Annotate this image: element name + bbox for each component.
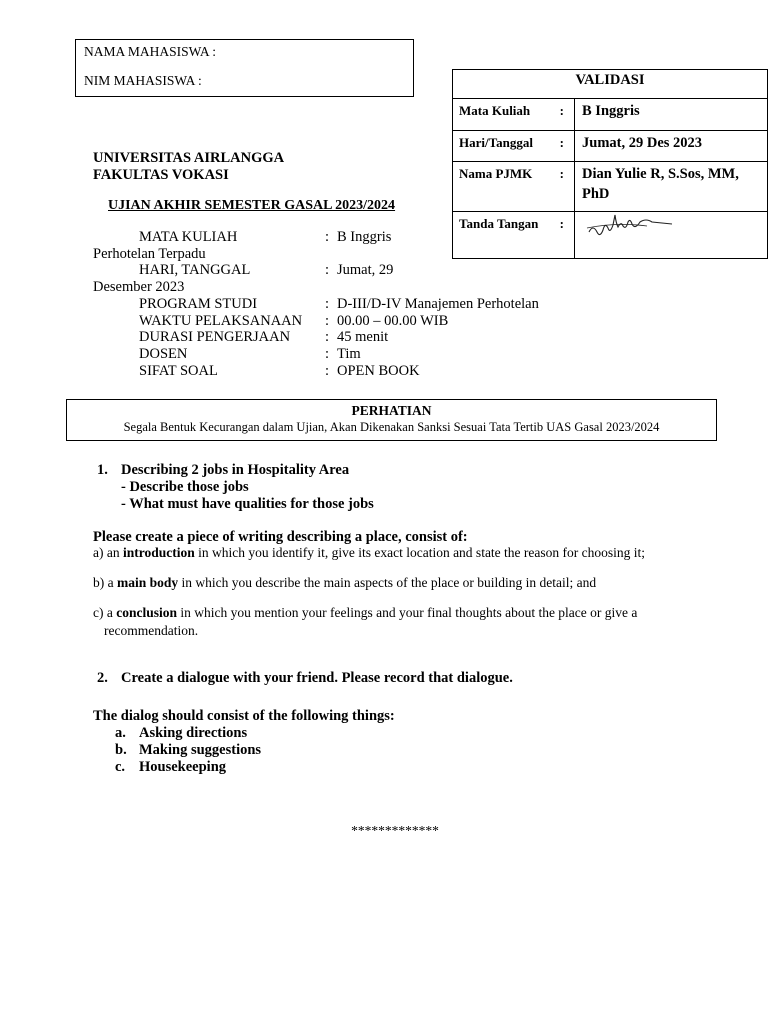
field-colon: : [325,346,330,362]
item-prefix: b) a [93,575,117,590]
item-keyword: conclusion [116,605,177,620]
question-subpoint: - Describe those jobs [121,479,249,495]
item-keyword: introduction [122,545,195,560]
student-identity-box [75,39,414,97]
validasi-label: Tanda Tangan [459,216,539,231]
question-title: Describing 2 jobs in Hospitality Area [121,462,350,478]
field-value: Tim [337,346,361,362]
validasi-label: Nama PJMK [459,166,533,181]
validasi-row [453,131,768,162]
field-colon: : [325,296,330,312]
question-instruction: Please create a piece of writing describing a place, consist of: [93,529,468,545]
notice-box [66,399,717,441]
question-title: Create a dialogue with your friend. Please record that dialogue. [121,670,513,686]
instruction-item-a [93,545,645,561]
list-item: Making suggestions [139,742,262,758]
list-marker: a. [115,725,126,741]
item-text: in which you identify it, give its exact location and state the reason for choosing it; [194,545,646,560]
field-label: HARI, TANGGAL [139,262,251,278]
question-instruction: The dialog should consist of the following things: [93,708,395,724]
field-colon: : [325,329,330,345]
field-value: D-III/D-IV Manajemen Perhotelan [337,296,539,312]
field-label: MATA KULIAH [139,229,238,245]
field-value: 00.00 – 00.00 WIB [337,313,449,329]
list-item: Housekeeping [139,759,227,775]
field-colon: : [325,363,330,379]
validasi-value: Jumat, 29 Des 2023 [575,131,768,162]
question-number: 2. [97,670,108,686]
validasi-colon: : [559,166,564,181]
list-marker: b. [115,742,127,758]
field-label: PROGRAM STUDI [139,296,258,312]
validasi-colon: : [559,103,564,118]
student-name-label: NAMA MAHASISWA : [84,44,217,59]
field-value-continuation: Perhotelan Terpadu [93,246,206,262]
validasi-colon: : [559,216,564,231]
validasi-row [453,99,768,131]
field-value: Jumat, 29 [337,262,394,278]
end-marker: ************* [351,823,439,838]
validasi-label: Mata Kuliah [459,103,531,118]
field-colon: : [325,262,330,278]
list-item: Asking directions [139,725,248,741]
question-number: 1. [97,462,108,478]
validasi-title: VALIDASI [453,70,768,99]
instruction-item-c [93,605,637,621]
validasi-value: Dian Yulie R, S.Sos, MM, PhD [575,162,768,212]
handwritten-signature [585,214,695,244]
field-value: B Inggris [337,229,392,245]
field-label: WAKTU PELAKSANAAN [139,313,303,329]
field-value: 45 menit [337,329,389,345]
field-label: DOSEN [139,346,188,362]
notice-text: Segala Bentuk Kecurangan dalam Ujian, Akan Dikenakan Sanksi Sesuai Tata Tertib UAS Gasal 2023/2024 [123,420,660,434]
notice-title: PERHATIAN [351,403,432,418]
validasi-row [453,212,768,259]
validasi-table [452,69,768,259]
item-prefix: c) a [93,605,117,620]
field-colon: : [325,229,330,245]
instruction-item-b [93,575,596,591]
instruction-item-c-continuation: recommendation. [104,623,199,638]
university-name: UNIVERSITAS AIRLANGGA [93,150,285,166]
validasi-label: Hari/Tanggal [459,135,533,150]
faculty-name: FAKULTAS VOKASI [93,167,229,183]
list-marker: c. [115,759,126,775]
validasi-colon: : [559,135,564,150]
item-text: in which you describe the main aspects of the place or building in detail; and [178,575,597,590]
field-label: DURASI PENGERJAAN [139,329,291,345]
student-nim-label: NIM MAHASISWA : [84,73,202,88]
field-value-continuation: Desember 2023 [93,279,185,295]
item-keyword: main body [117,575,179,590]
validasi-row [453,162,768,212]
field-label: SIFAT SOAL [139,363,218,379]
field-colon: : [325,313,330,329]
signature-cell [575,212,768,259]
question-subpoint: - What must have qualities for those jobs [121,496,374,512]
exam-title: UJIAN AKHIR SEMESTER GASAL 2023/2024 [108,198,396,213]
field-value: OPEN BOOK [337,363,420,379]
item-text: in which you mention your feelings and your final thoughts about the place or give a [177,605,638,620]
item-prefix: a) an [93,545,123,560]
validasi-value: B Inggris [575,99,768,131]
